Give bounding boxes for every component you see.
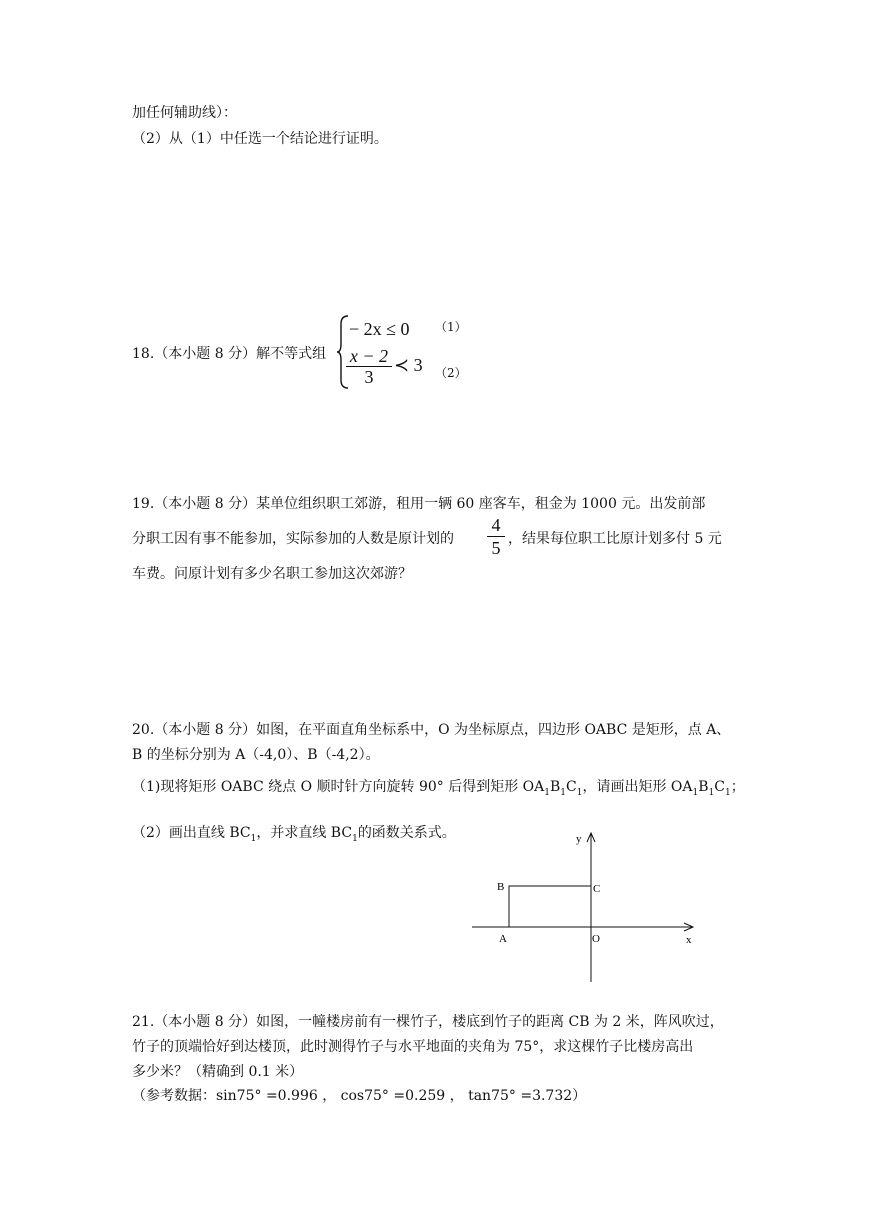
- q18-prefix: 18.（本小题 8 分）解不等式组: [132, 346, 327, 362]
- label-c: C: [593, 883, 601, 895]
- subscript: 1: [250, 834, 257, 844]
- label-x: x: [686, 934, 692, 946]
- q18-tag1: （1）: [435, 320, 467, 334]
- q18-rhs: ≺ 3: [394, 355, 423, 375]
- label-o: O: [592, 933, 600, 945]
- coordinate-figure: [466, 826, 706, 986]
- label-y: y: [576, 833, 582, 845]
- q18-tag2: （2）: [435, 366, 467, 380]
- q21-line1: 21.（本小题 8 分）如图，一幢楼房前有一棵竹子，楼底到竹子的距离 CB 为 2 米，阵风吹过，: [132, 1014, 724, 1030]
- q20-text: B: [698, 779, 709, 795]
- q18-ineq1: − 2x ≤ 0: [349, 319, 410, 339]
- text-line: 加任何辅助线）：: [132, 105, 237, 121]
- q18-fraction: [346, 346, 392, 387]
- subscript: 1: [692, 788, 699, 798]
- subscript: 1: [560, 788, 567, 798]
- q19-frac-den: 5: [487, 536, 505, 559]
- label-a: A: [499, 933, 507, 945]
- label-b: B: [497, 881, 505, 893]
- q20-line3: [132, 778, 745, 798]
- subscript: 1: [352, 834, 358, 844]
- q20-line4: [132, 824, 456, 844]
- q20-text: C: [566, 779, 577, 795]
- q21-line2: 竹子的顶端恰好到达楼顶，此时测得竹子与水平地面的夹角为 75°，求这棵竹子比楼房高出: [132, 1039, 694, 1055]
- subscript: 1: [725, 788, 731, 798]
- q18-numerator: x − 2: [349, 346, 389, 366]
- subscript: 1: [708, 788, 715, 798]
- q20-text: ，并求直线 BC: [256, 825, 353, 841]
- q20-text: ；: [730, 779, 745, 795]
- q19-frac-num: 4: [491, 515, 501, 535]
- q20-text: ，请画出矩形 OA: [582, 779, 693, 795]
- q20-text: （2）画出直线 BC: [132, 825, 251, 841]
- q20-line1: 20.（本小题 8 分）如图，在平面直角坐标系中，O 为坐标原点，四边形 OABC 是矩形，点 A、: [132, 722, 731, 738]
- q21-line3: 多少米？（精确到 0.1 米）: [132, 1064, 304, 1080]
- q21-line4: （参考数据：sin75° =0.996 ， cos75° =0.259 ， tan75° =3.732）: [132, 1088, 587, 1104]
- rectangle-oabc: [509, 886, 591, 927]
- q20-text: 的函数关系式。: [357, 825, 456, 841]
- q18-denominator: 3: [346, 366, 392, 387]
- subscript: 1: [576, 788, 583, 798]
- q20-text: （1)现将矩形 OABC 绕点 O 顺时针方向旋转 90° 后得到矩形 OA: [132, 779, 545, 795]
- subscript: 1: [544, 788, 550, 798]
- q20-text: B: [549, 779, 561, 795]
- q19-line2b: ，结果每位职工比原计划多付 5 元: [508, 531, 722, 547]
- q20-line2: B 的坐标分别为 A（-4,0）、B（-4,2）。: [132, 747, 380, 763]
- q20-text: C: [714, 779, 725, 795]
- text-line: （2）从（1）中任选一个结论进行证明。: [132, 131, 388, 147]
- q19-fraction: [487, 514, 505, 559]
- q19-line1: 19.（本小题 8 分）某单位组织职工郊游，租用一辆 60 座客车，租金为 1000 元。出发前部: [132, 496, 706, 512]
- q19-line3: 车费。问原计划有多少名职工参加这次郊游？: [132, 566, 412, 582]
- q19-line2a: 分职工因有事不能参加，实际参加的人数是原计划的: [132, 531, 454, 547]
